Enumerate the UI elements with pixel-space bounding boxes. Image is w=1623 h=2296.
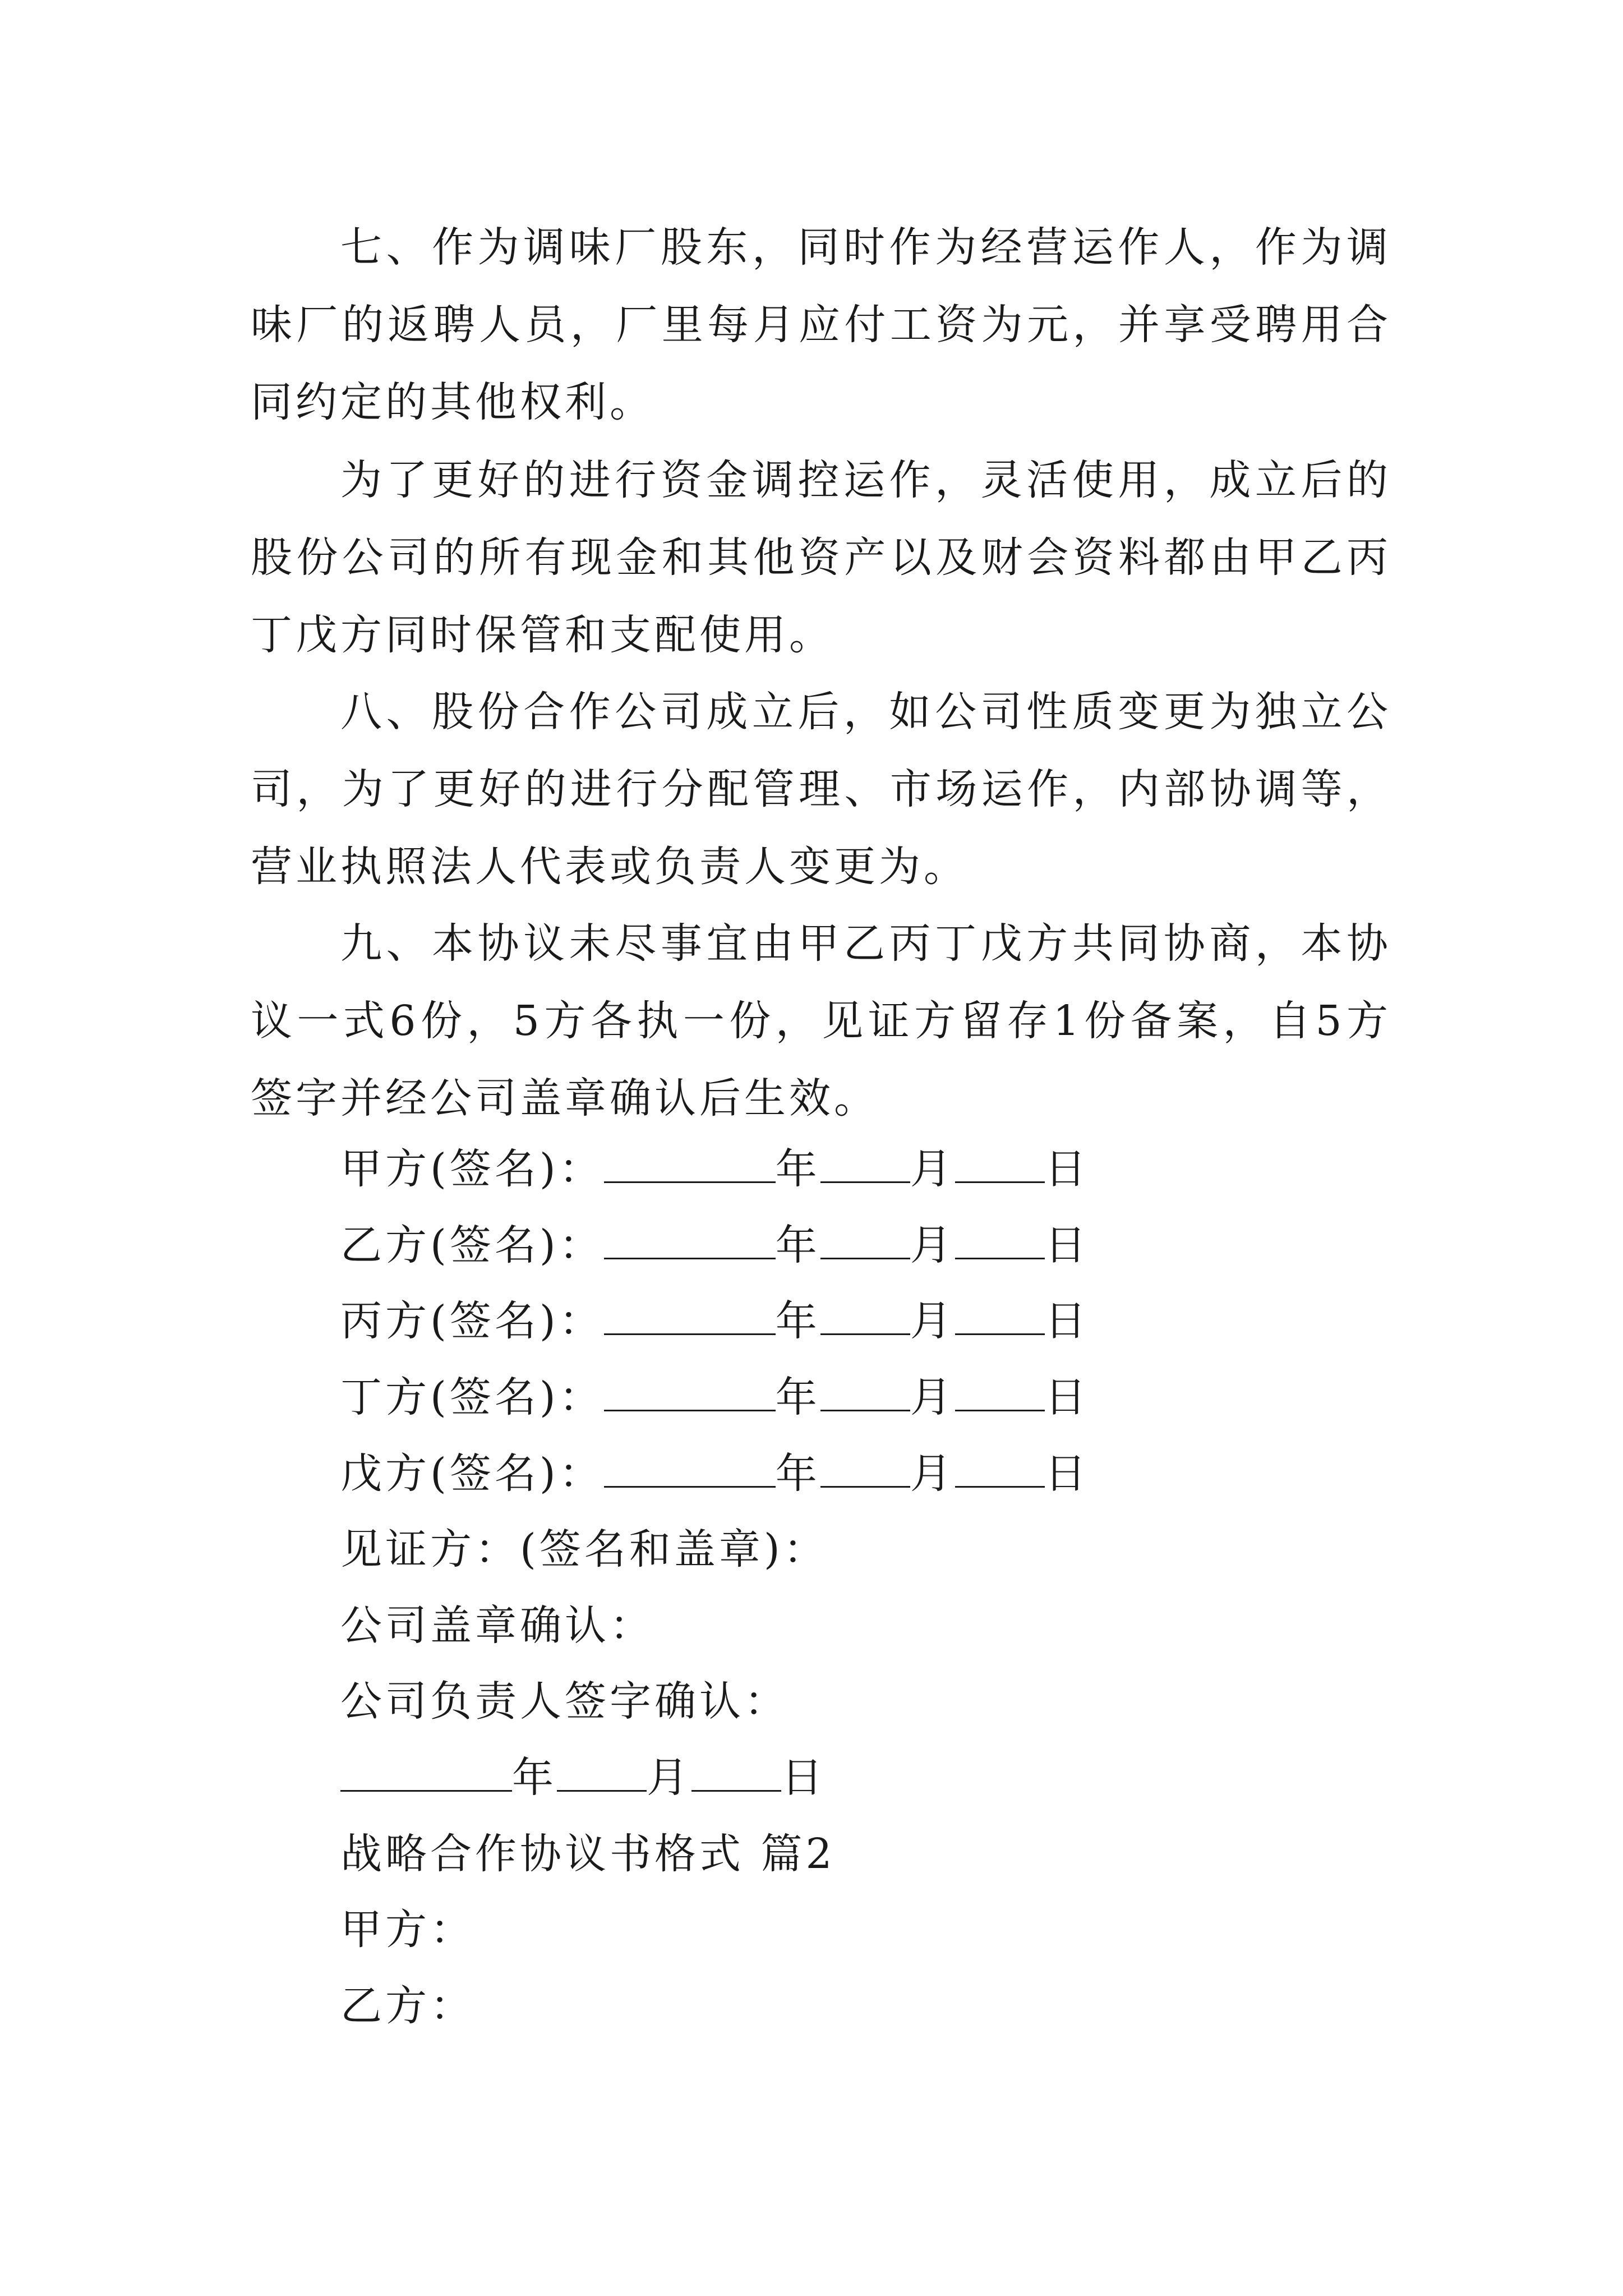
month-blank [557,1750,647,1792]
signature-row-party-a [340,1141,1090,1197]
signature-row-party-b [340,1217,1090,1273]
paragraph-fund-control: 为了更好的进行资金调控运作，灵活使用，成立后的股份公司的所有现金和其他资产以及财会资料都由甲乙丙丁戊方同时保管和支配使用。 [251,456,1391,659]
year-label: 年 [775,1145,820,1193]
year-label: 年 [512,1754,557,1802]
month-label: 月 [910,1373,955,1421]
signature-row-party-c [340,1293,1090,1349]
paragraph-article-8: 八、股份合作公司成立后，如公司性质变更为独立公司，为了更好的进行分配管理、市场运作，内部协调等，营业执照法人代表或负责人变更为。 [251,688,1391,891]
month-blank [820,1217,910,1259]
paragraph-article-9: 九、本协议未尽事宜由甲乙丙丁戊方共同协商，本协议一式6份，5方各执一份，见证方留存1份备案，自5方签字并经公司盖章确认后生效。 [251,919,1391,1122]
signature-blank [604,1446,776,1488]
month-blank [820,1369,910,1411]
signature-label: 戊方(签名)： [340,1450,604,1498]
month-label: 月 [910,1450,955,1498]
day-label: 日 [1044,1297,1090,1345]
signature-row-party-e [340,1446,1090,1502]
month-label: 月 [910,1145,955,1193]
month-blank [820,1446,910,1488]
year-label: 年 [775,1450,820,1498]
paragraph-article-7: 七、作为调味厂股东，同时作为经营运作人，作为调味厂的返聘人员，厂里每月应付工资为元，并享受聘用合同约定的其他权利。 [251,223,1391,426]
day-blank [955,1446,1045,1488]
day-blank [955,1217,1045,1259]
company-seal-line: 公司盖章确认： [340,1602,654,1650]
final-date-row [340,1750,826,1806]
year-label: 年 [775,1297,820,1345]
party-b-line: 乙方： [340,1982,475,2030]
signature-label: 乙方(签名)： [340,1221,604,1269]
day-blank [955,1293,1045,1335]
signature-blank [604,1141,776,1183]
signature-blank [604,1293,776,1335]
day-blank [691,1750,781,1792]
day-label: 日 [1044,1450,1090,1498]
month-blank [820,1293,910,1335]
day-blank [955,1141,1045,1183]
year-label: 年 [775,1373,820,1421]
signature-blank [604,1369,776,1411]
signature-label: 丁方(签名)： [340,1373,604,1421]
signature-label: 丙方(签名)： [340,1297,604,1345]
month-blank [820,1141,910,1183]
witness-line: 见证方：(签名和盖章)： [340,1525,828,1573]
party-a-line: 甲方： [340,1906,475,1954]
month-label: 月 [910,1221,955,1269]
day-blank [955,1369,1045,1411]
month-label: 月 [647,1754,691,1802]
signature-label: 甲方(签名)： [340,1145,604,1193]
section-title: 战略合作协议书格式 篇2 [340,1830,836,1878]
year-label: 年 [775,1221,820,1269]
day-label: 日 [1044,1221,1090,1269]
day-label: 日 [781,1754,826,1802]
day-label: 日 [1044,1145,1090,1193]
day-label: 日 [1044,1373,1090,1421]
company-head-line: 公司负责人签字确认： [340,1677,789,1726]
signature-blank [604,1217,776,1259]
year-blank [340,1750,512,1792]
signature-row-party-d [340,1369,1090,1425]
month-label: 月 [910,1297,955,1345]
